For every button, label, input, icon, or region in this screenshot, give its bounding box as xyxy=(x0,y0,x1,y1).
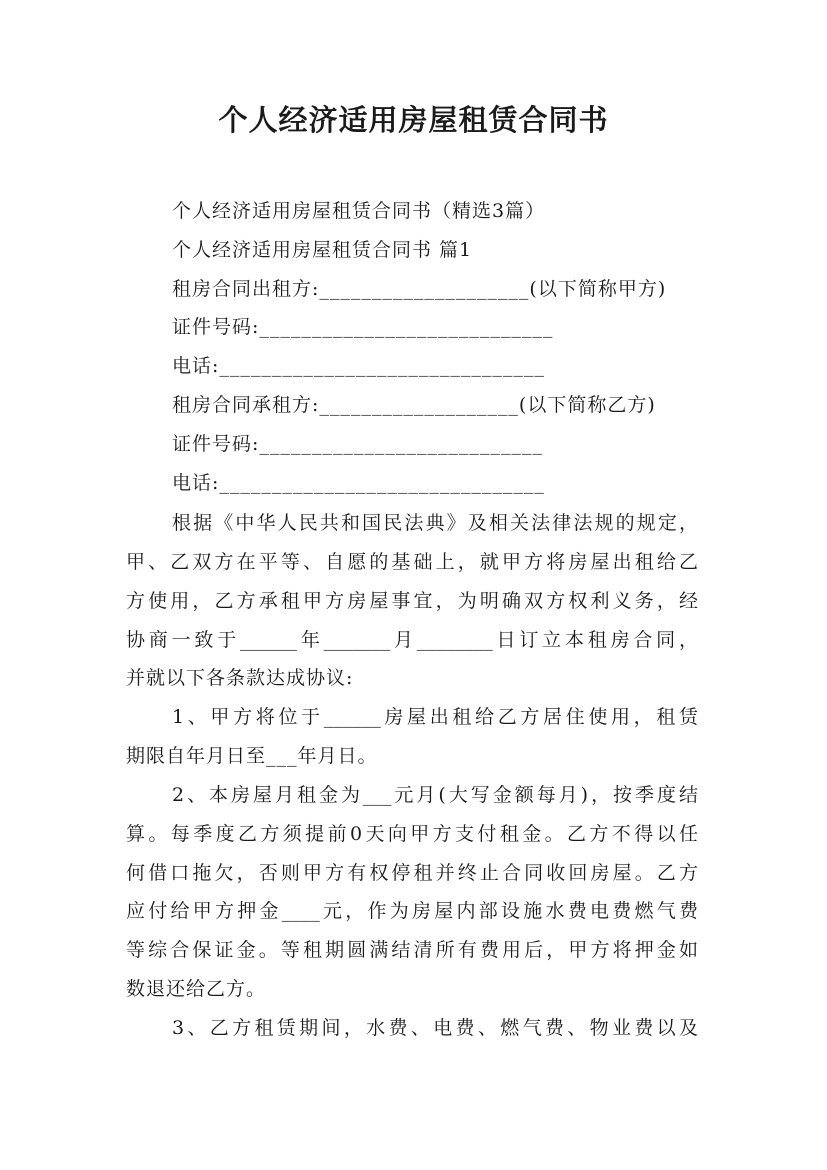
lessor-id-field: 证件号码:____________________________ xyxy=(172,316,554,338)
clause-3-line: 3、乙方租赁期间，水费、电费、燃气费、物业费以及 xyxy=(172,1017,698,1039)
lessor-phone-field: 电话:_______________________________ xyxy=(172,355,545,377)
clause-2-line: 算。每季度乙方须提前0天向甲方支付租金。乙方不得以任 xyxy=(126,823,698,845)
paragraph-line: 甲、乙双方在平等、自愿的基础上，就甲方将房屋出租给乙 xyxy=(126,551,698,573)
paragraph-line: 协商一致于______年_______月________日订立本租房合同， xyxy=(126,629,698,651)
clause-2-line: 应付给甲方押金____元，作为房屋内部设施水费电费燃气费 xyxy=(126,900,698,922)
lessor-field: 租房合同出租方:____________________(以下简称甲方) xyxy=(172,278,667,300)
lessee-id-field: 证件号码:___________________________ xyxy=(172,433,543,455)
subtitle-line: 个人经济适用房屋租赁合同书（精选3篇） xyxy=(172,200,546,222)
clause-2-line: 何借口拖欠，否则甲方有权停租并终止合同收回房屋。乙方 xyxy=(126,862,698,884)
paragraph-line: 根据《中华人民共和国民法典》及相关法律法规的规定， xyxy=(172,512,698,534)
clause-2-line: 2、本房屋月租金为___元月(大写金额每月)，按季度结 xyxy=(172,784,698,806)
lessee-field: 租房合同承租方:___________________(以下简称乙方) xyxy=(172,394,656,416)
paragraph-line: 方使用，乙方承租甲方房屋事宜，为明确双方权利义务，经 xyxy=(126,590,698,612)
clause-1-line: 1、甲方将位于______房屋出租给乙方居住使用，租赁 xyxy=(172,706,698,728)
clause-2-line: 等综合保证金。等租期圆满结清所有费用后，甲方将押金如 xyxy=(126,939,698,961)
lessee-phone-field: 电话:_______________________________ xyxy=(172,472,545,494)
document-title: 个人经济适用房屋租赁合同书 xyxy=(218,103,609,137)
clause-1-line: 期限自年月日至___年月日。 xyxy=(126,745,378,767)
paragraph-line: 并就以下各条款达成协议: xyxy=(126,667,354,689)
section-heading: 个人经济适用房屋租赁合同书 篇1 xyxy=(172,239,473,261)
clause-2-line: 数退还给乙方。 xyxy=(126,978,267,1000)
